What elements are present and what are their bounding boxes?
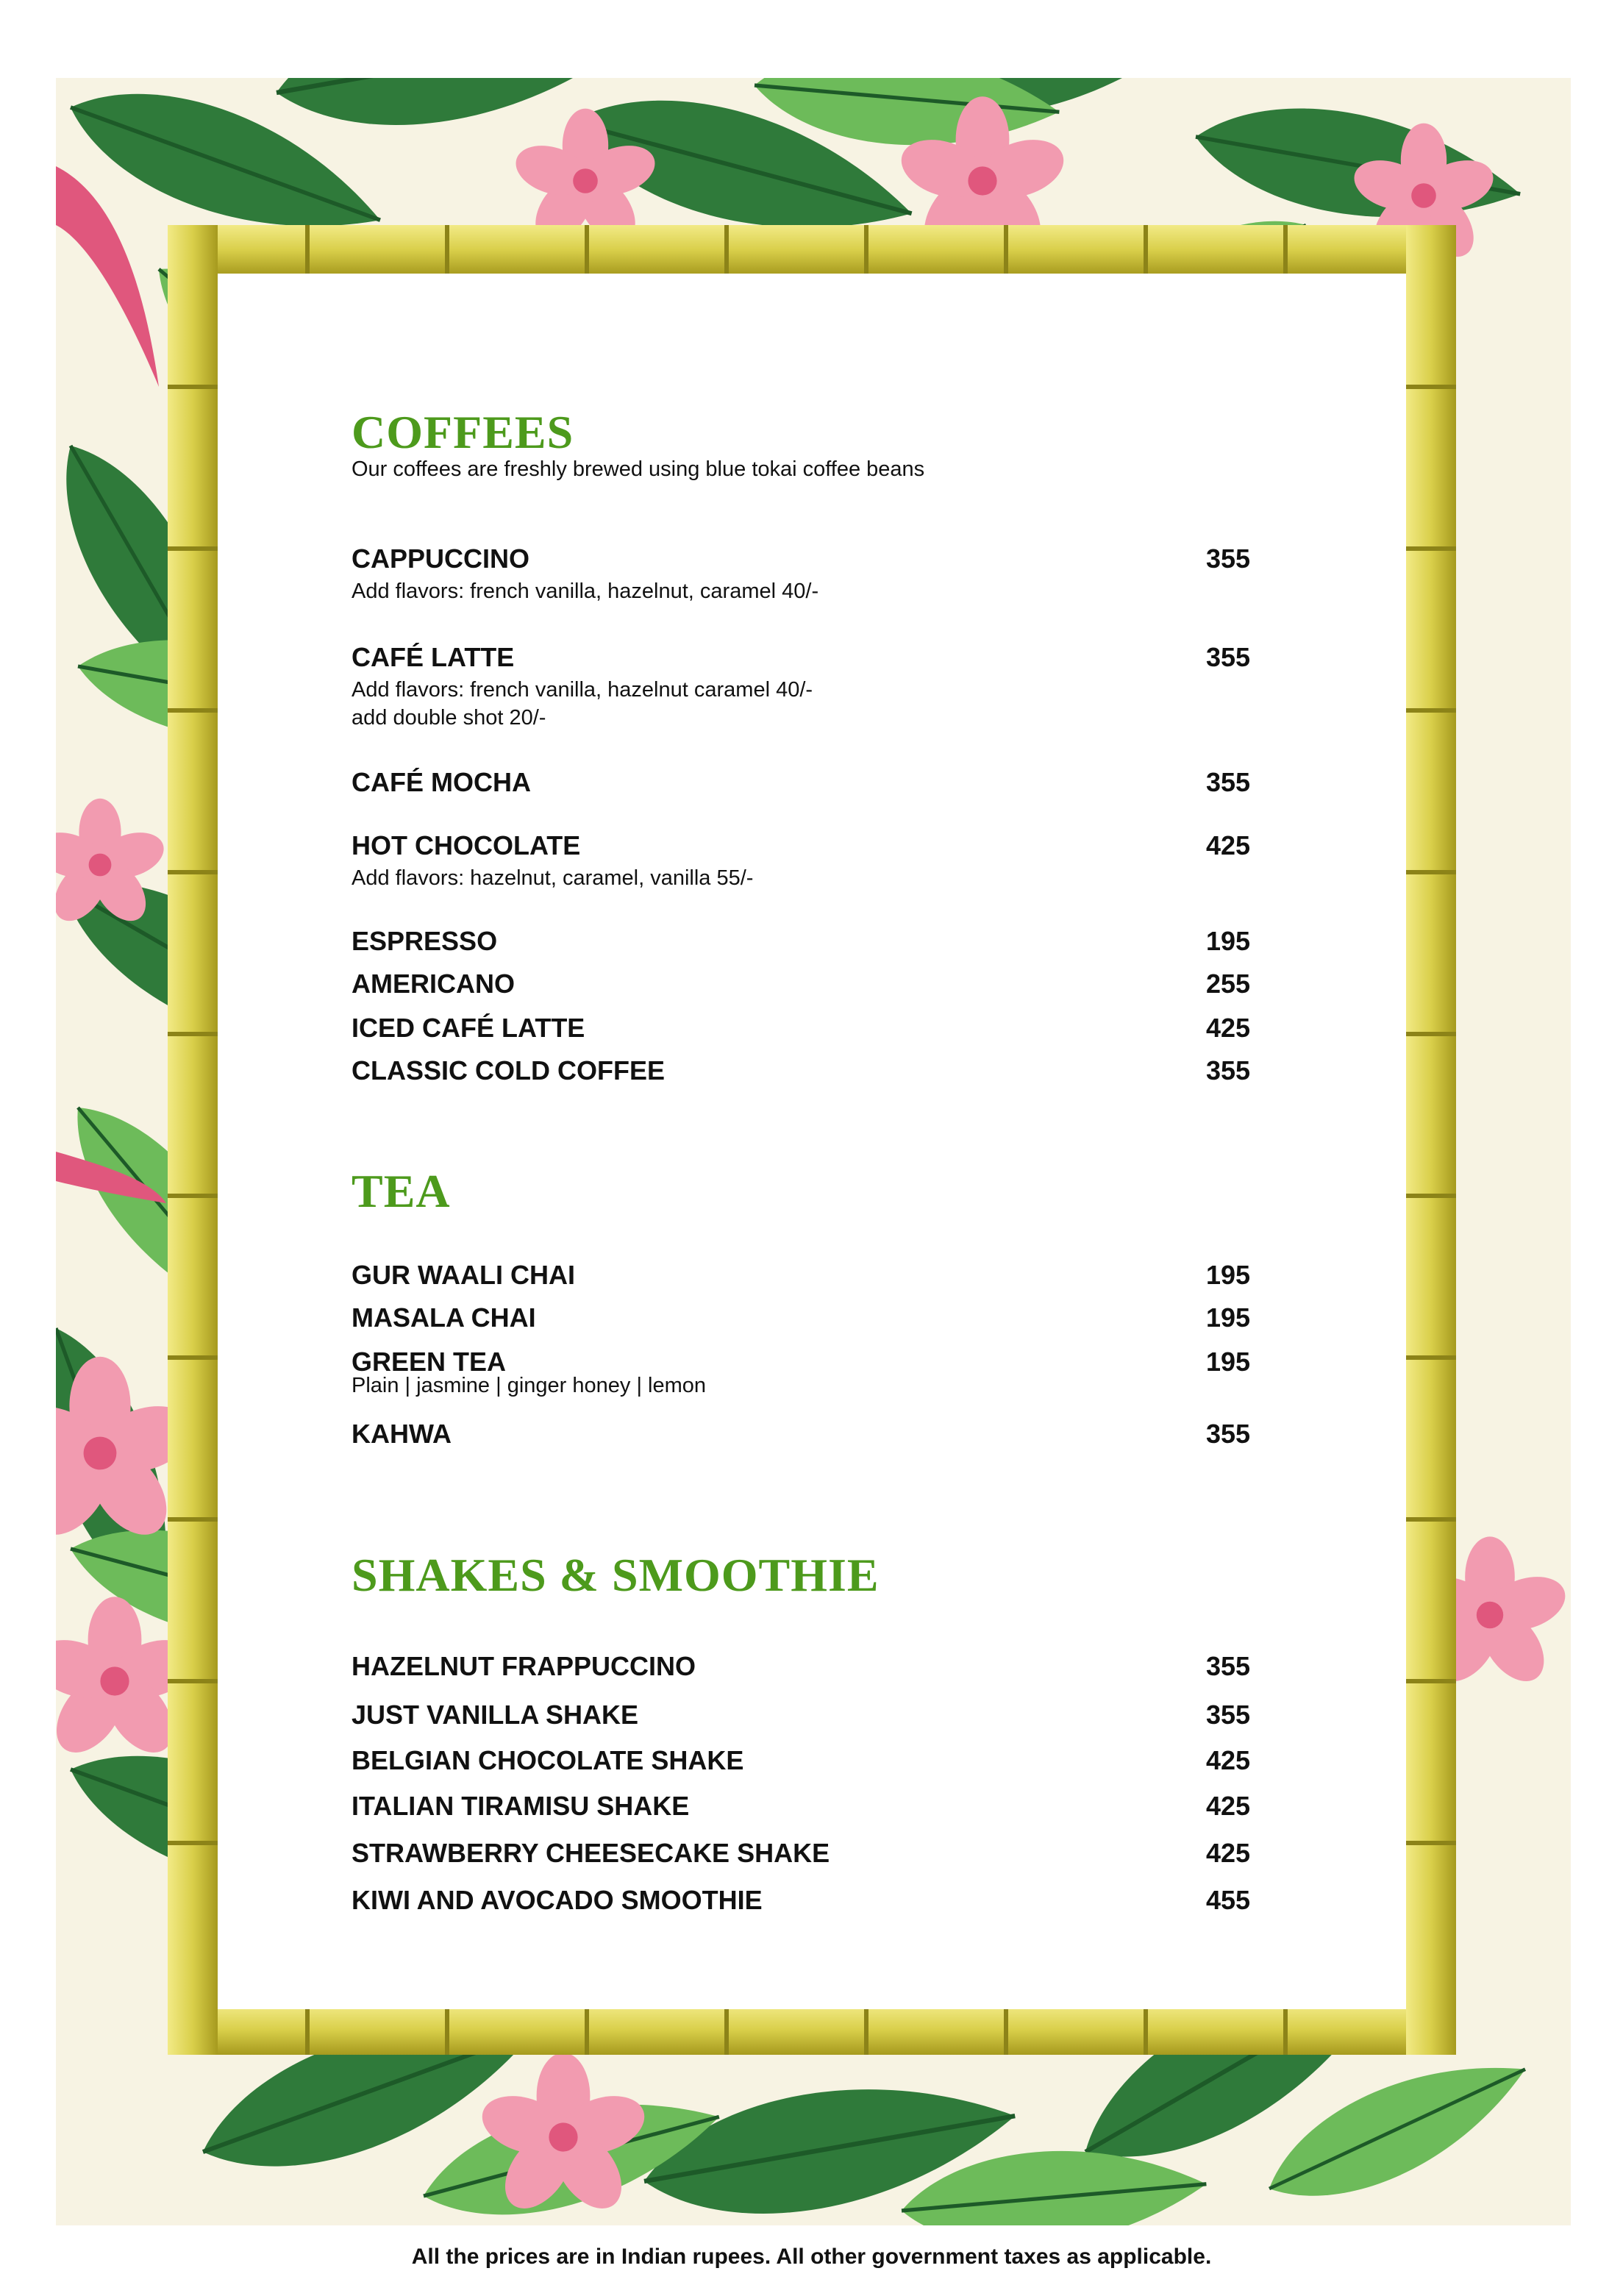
section-subtitle-coffees: Our coffees are freshly brewed using blue tokai coffee beans: [352, 457, 925, 481]
menu-item-name: CAFÉ LATTE: [352, 642, 515, 672]
menu-item-price: 195: [1206, 1302, 1251, 1333]
section-title-shakes: SHAKES & SMOOTHIE: [352, 1549, 880, 1601]
menu-item-name: CAPPUCCINO: [352, 543, 530, 574]
menu-item-name: KAHWA: [352, 1419, 452, 1449]
menu-item-note: Add flavors: french vanilla, hazelnut, caramel 40/-: [352, 580, 819, 603]
menu-item-name: STRAWBERRY CHEESECAKE SHAKE: [352, 1838, 830, 1868]
menu-item-note: Add flavors: french vanilla, hazelnut caramel 40/-: [352, 678, 813, 702]
menu-item-name: BELGIAN CHOCOLATE SHAKE: [352, 1745, 744, 1775]
menu-item-name: CLASSIC COLD COFFEE: [352, 1055, 666, 1085]
menu-item-note: Plain | jasmine | ginger honey | lemon: [352, 1374, 707, 1397]
menu-item-name: HOT CHOCOLATE: [352, 830, 581, 860]
menu-item-name: AMERICANO: [352, 969, 515, 999]
menu-item-price: 425: [1206, 1745, 1251, 1775]
menu-item-name: GREEN TEA: [352, 1347, 507, 1377]
menu-item-name: MASALA CHAI: [352, 1302, 536, 1333]
menu-item-price: 355: [1206, 1055, 1251, 1085]
menu-item-note: Add flavors: hazelnut, caramel, vanilla 55/-: [352, 866, 754, 890]
menu-item-name: JUST VANILLA SHAKE: [352, 1700, 639, 1730]
menu-item-note: add double shot 20/-: [352, 706, 546, 730]
section-title-tea: TEA: [352, 1165, 451, 1217]
menu-item-name: HAZELNUT FRAPPUCCINO: [352, 1651, 696, 1681]
menu-item-price: 195: [1206, 926, 1251, 956]
menu-item-name: ESPRESSO: [352, 926, 498, 956]
menu-item-name: KIWI AND AVOCADO SMOOTHIE: [352, 1885, 763, 1915]
menu-item-name: GUR WAALI CHAI: [352, 1260, 575, 1290]
menu-item-price: 425: [1206, 1013, 1251, 1043]
footer-tax-note: All the prices are in Indian rupees. All other government taxes as applicable.: [411, 2245, 1212, 2269]
menu-item-price: 355: [1206, 543, 1251, 574]
menu-item-price: 355: [1206, 767, 1251, 797]
menu-item-price: 255: [1206, 969, 1251, 999]
menu-item-name: CAFÉ MOCHA: [352, 767, 531, 797]
menu-item-price: 195: [1206, 1347, 1251, 1377]
menu-item-price: 355: [1206, 1419, 1251, 1449]
menu-item-price: 195: [1206, 1260, 1251, 1290]
menu-item-price: 425: [1206, 830, 1251, 860]
menu-item-price: 425: [1206, 1791, 1251, 1821]
menu-item-name: ITALIAN TIRAMISU SHAKE: [352, 1791, 690, 1821]
menu-item-price: 355: [1206, 1700, 1251, 1730]
section-title-coffees: COFFEES: [352, 406, 574, 458]
menu-item-price: 425: [1206, 1838, 1251, 1868]
menu-item-price: 355: [1206, 1651, 1251, 1681]
menu-item-name: ICED CAFÉ LATTE: [352, 1013, 585, 1043]
menu-item-price: 355: [1206, 642, 1251, 672]
menu-item-price: 455: [1206, 1885, 1251, 1915]
